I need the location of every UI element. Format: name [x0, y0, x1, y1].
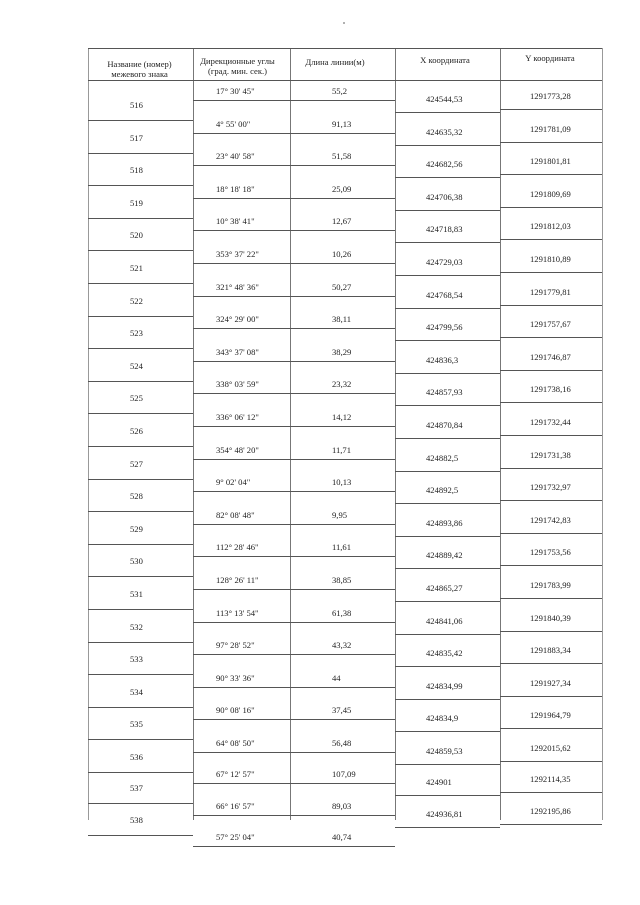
- table-column-border: [500, 48, 501, 820]
- point-y-rule: [500, 239, 602, 240]
- point-x-rule: [395, 275, 500, 276]
- point-y-coordinate: 1291801,81: [530, 156, 571, 167]
- point-name-rule: [88, 642, 193, 643]
- point-x-rule: [395, 536, 500, 537]
- point-y-rule: [500, 565, 602, 566]
- segment-angle: 67° 12' 57": [216, 769, 255, 780]
- segment-length: 55,2: [332, 86, 348, 96]
- point-name-rule: [88, 576, 193, 577]
- point-x-coordinate: 424882,5: [426, 452, 459, 463]
- point-x-coordinate: 424870,84: [426, 420, 463, 430]
- point-y-coordinate: 1291810,89: [530, 254, 571, 264]
- point-name: 538: [130, 814, 143, 825]
- segment-rule: [193, 100, 395, 101]
- point-y-rule: [500, 337, 602, 338]
- segment-angle: 10° 38' 41": [216, 216, 255, 227]
- point-y-coordinate: 1292114,35: [530, 774, 571, 785]
- segment-angle: 64° 08' 50": [216, 738, 255, 748]
- segment-rule: [193, 393, 395, 394]
- point-x-rule: [395, 405, 500, 406]
- point-x-rule: [395, 210, 500, 211]
- segment-angle: 9° 02' 04": [216, 477, 251, 488]
- segment-angle: 23° 40' 58": [216, 151, 255, 162]
- header-point-name: Название (номер) межевого знака: [107, 59, 172, 79]
- point-name: 534: [130, 686, 143, 697]
- point-y-coordinate: 1291732,44: [530, 417, 571, 427]
- scan-speck: [343, 22, 345, 24]
- segment-rule: [193, 198, 395, 199]
- header-x-coordinate: X координата: [420, 55, 470, 65]
- point-name-rule: [88, 772, 193, 773]
- point-name-rule: [88, 348, 193, 349]
- point-y-coordinate: 1291746,87: [530, 351, 571, 362]
- point-x-coordinate: 424729,03: [426, 257, 463, 267]
- segment-rule: [193, 165, 395, 166]
- point-name-rule: [88, 185, 193, 186]
- point-y-rule: [500, 174, 602, 175]
- point-y-coordinate: 1291732,97: [530, 482, 571, 493]
- header-y-coordinate: Y координата: [525, 53, 575, 63]
- segment-length: 89,03: [332, 800, 352, 811]
- point-x-rule: [395, 568, 500, 569]
- point-name-rule: [88, 120, 193, 121]
- point-y-rule: [500, 402, 602, 403]
- point-name: 525: [130, 393, 143, 404]
- segment-rule: [193, 815, 395, 816]
- point-name: 524: [130, 360, 143, 371]
- point-x-rule: [395, 827, 500, 828]
- point-name-rule: [88, 413, 193, 414]
- segment-rule: [193, 459, 395, 460]
- segment-rule: [193, 328, 395, 329]
- segment-length: 38,11: [332, 314, 352, 325]
- point-x-coordinate: 424718,83: [426, 224, 463, 235]
- segment-rule: [193, 622, 395, 623]
- point-y-coordinate: 1291840,39: [530, 612, 571, 623]
- point-x-rule: [395, 340, 500, 341]
- point-x-coordinate: 424859,53: [426, 746, 463, 756]
- point-name-rule: [88, 835, 193, 836]
- point-y-coordinate: 1292195,86: [530, 805, 571, 816]
- point-y-rule: [500, 370, 602, 371]
- table-column-border: [602, 48, 603, 820]
- point-x-coordinate: 424841,06: [426, 615, 463, 626]
- point-name-rule: [88, 250, 193, 251]
- point-y-coordinate: 1291812,03: [530, 221, 571, 232]
- segment-length: 9,95: [332, 509, 348, 520]
- point-name: 535: [130, 719, 143, 730]
- point-x-coordinate: 424936,81: [426, 808, 463, 819]
- segment-rule: [193, 556, 395, 557]
- point-x-coordinate: 424834,9: [426, 713, 459, 724]
- point-x-rule: [395, 373, 500, 374]
- point-name: 521: [130, 263, 143, 273]
- segment-length: 56,48: [332, 738, 352, 748]
- segment-length: 23,32: [332, 379, 352, 390]
- point-y-rule: [500, 272, 602, 273]
- point-x-rule: [395, 666, 500, 667]
- segment-length: 40,74: [332, 832, 352, 843]
- point-name: 522: [130, 295, 143, 306]
- point-name: 532: [130, 621, 143, 632]
- segment-rule: [193, 752, 395, 753]
- segment-length: 107,09: [332, 769, 356, 780]
- point-name: 527: [130, 458, 143, 469]
- point-name: 530: [130, 556, 143, 567]
- point-x-rule: [395, 503, 500, 504]
- point-x-coordinate: 424544,53: [426, 94, 463, 104]
- point-x-rule: [395, 242, 500, 243]
- point-y-rule: [500, 761, 602, 762]
- segment-angle: 97° 28' 52": [216, 640, 255, 651]
- point-name-rule: [88, 218, 193, 219]
- table-column-border: [395, 48, 396, 820]
- segment-angle: 112° 28' 46": [216, 542, 259, 553]
- segment-length: 37,45: [332, 705, 352, 716]
- segment-angle: 321° 48' 36": [216, 281, 259, 292]
- point-x-coordinate: 424892,5: [426, 485, 459, 496]
- point-y-rule: [500, 142, 602, 143]
- segment-rule: [193, 361, 395, 362]
- point-x-rule: [395, 764, 500, 765]
- point-x-rule: [395, 177, 500, 178]
- point-x-coordinate: 424889,42: [426, 550, 463, 561]
- segment-rule: [193, 263, 395, 264]
- segment-angle: 18° 18' 18": [216, 183, 255, 194]
- point-name-rule: [88, 153, 193, 154]
- segment-angle: 113° 13' 54": [216, 607, 259, 618]
- header-line-length: Длина линии(м): [305, 57, 365, 67]
- segment-length: 25,09: [332, 183, 352, 194]
- point-x-coordinate: 424865,27: [426, 583, 463, 593]
- table-column-border: [290, 48, 291, 820]
- point-y-rule: [500, 305, 602, 306]
- point-x-coordinate: 424799,56: [426, 322, 463, 333]
- segment-rule: [193, 524, 395, 525]
- table-column-border: [88, 48, 89, 820]
- segment-angle: 57° 25' 04": [216, 832, 255, 843]
- point-y-coordinate: 1292015,62: [530, 743, 571, 753]
- point-x-coordinate: 424901: [426, 777, 452, 788]
- point-y-coordinate: 1291742,83: [530, 514, 571, 525]
- segment-rule: [193, 426, 395, 427]
- point-name: 523: [130, 328, 143, 339]
- segment-rule: [193, 133, 395, 134]
- table-header-rule: [88, 80, 602, 81]
- point-y-rule: [500, 696, 602, 697]
- point-name: 533: [130, 654, 143, 665]
- segment-length: 38,85: [332, 575, 352, 585]
- point-x-rule: [395, 699, 500, 700]
- point-name-rule: [88, 707, 193, 708]
- point-x-rule: [395, 731, 500, 732]
- segment-rule: [193, 491, 395, 492]
- header-direction-angle: Дирекционные углы (град. мин. сек.): [200, 56, 275, 76]
- point-x-rule: [395, 308, 500, 309]
- point-name-rule: [88, 739, 193, 740]
- segment-angle: 336° 06' 12": [216, 412, 259, 422]
- point-y-coordinate: 1291927,34: [530, 677, 571, 688]
- segment-length: 10,13: [332, 477, 352, 488]
- segment-length: 50,27: [332, 281, 352, 292]
- point-y-coordinate: 1291783,99: [530, 580, 571, 590]
- point-x-coordinate: 424682,56: [426, 159, 463, 170]
- point-name-rule: [88, 479, 193, 480]
- segment-rule: [193, 230, 395, 231]
- segment-rule: [193, 589, 395, 590]
- segment-angle: 90° 08' 16": [216, 705, 255, 716]
- segment-angle: 66° 16' 57": [216, 800, 255, 811]
- segment-angle: 128° 26' 11": [216, 575, 259, 585]
- point-x-coordinate: 424635,32: [426, 126, 463, 137]
- segment-angle: 4° 55' 00": [216, 118, 251, 129]
- point-x-coordinate: 424836,3: [426, 354, 459, 365]
- point-name: 516: [130, 100, 143, 110]
- point-name: 531: [130, 589, 143, 599]
- point-x-rule: [395, 145, 500, 146]
- point-y-coordinate: 1291753,56: [530, 547, 571, 558]
- point-y-rule: [500, 533, 602, 534]
- segment-length: 38,29: [332, 346, 352, 357]
- segment-angle: 82° 08' 48": [216, 509, 255, 520]
- point-y-rule: [500, 435, 602, 436]
- point-name: 529: [130, 523, 143, 534]
- segment-angle: 17° 30' 45": [216, 86, 255, 96]
- table-column-border: [193, 48, 194, 820]
- point-name: 537: [130, 783, 143, 794]
- segment-length: 91,13: [332, 118, 352, 129]
- point-y-coordinate: 1291781,09: [530, 123, 571, 134]
- point-y-coordinate: 1291964,79: [530, 710, 571, 721]
- point-y-rule: [500, 631, 602, 632]
- point-name-rule: [88, 283, 193, 284]
- segment-rule: [193, 846, 395, 847]
- point-y-rule: [500, 792, 602, 793]
- point-name-rule: [88, 446, 193, 447]
- point-y-rule: [500, 109, 602, 110]
- segment-angle: 353° 37' 22": [216, 249, 259, 259]
- point-x-coordinate: 424768,54: [426, 289, 463, 300]
- segment-angle: 338° 03' 59": [216, 379, 259, 390]
- segment-angle: 343° 37' 08": [216, 346, 259, 357]
- point-name: 520: [130, 230, 143, 241]
- point-name-rule: [88, 511, 193, 512]
- segment-length: 11,71: [332, 444, 352, 455]
- point-x-rule: [395, 471, 500, 472]
- point-name: 536: [130, 752, 143, 762]
- point-y-rule: [500, 500, 602, 501]
- point-y-rule: [500, 663, 602, 664]
- point-x-coordinate: 424857,93: [426, 387, 463, 398]
- segment-length: 12,67: [332, 216, 352, 227]
- point-x-coordinate: 424706,38: [426, 191, 463, 202]
- segment-angle: 354° 48' 20": [216, 444, 259, 455]
- point-y-coordinate: 1291883,34: [530, 645, 571, 656]
- segment-length: 11,61: [332, 542, 352, 553]
- point-name-rule: [88, 544, 193, 545]
- segment-length: 51,58: [332, 151, 352, 162]
- point-name-rule: [88, 381, 193, 382]
- point-x-rule: [395, 795, 500, 796]
- point-name-rule: [88, 803, 193, 804]
- point-x-coordinate: 424834,99: [426, 680, 463, 691]
- point-name: 528: [130, 491, 143, 502]
- segment-rule: [193, 687, 395, 688]
- point-y-coordinate: 1291757,67: [530, 319, 571, 330]
- segment-rule: [193, 719, 395, 720]
- point-y-rule: [500, 824, 602, 825]
- point-x-rule: [395, 438, 500, 439]
- segment-angle: 90° 33' 36": [216, 672, 255, 683]
- point-name: 518: [130, 165, 143, 176]
- point-name-rule: [88, 609, 193, 610]
- point-y-rule: [500, 598, 602, 599]
- point-y-rule: [500, 207, 602, 208]
- segment-rule: [193, 296, 395, 297]
- point-y-rule: [500, 728, 602, 729]
- point-x-rule: [395, 601, 500, 602]
- point-y-coordinate: 1291779,81: [530, 286, 571, 297]
- segment-length: 61,38: [332, 607, 352, 618]
- point-name: 517: [130, 132, 143, 143]
- point-y-rule: [500, 468, 602, 469]
- segment-length: 10,26: [332, 249, 352, 259]
- point-y-coordinate: 1291809,69: [530, 188, 571, 199]
- point-y-coordinate: 1291738,16: [530, 384, 571, 395]
- segment-rule: [193, 783, 395, 784]
- point-x-rule: [395, 112, 500, 113]
- segment-angle: 324° 29' 00": [216, 314, 259, 325]
- table-top-border: [88, 48, 602, 49]
- point-x-coordinate: 424893,86: [426, 517, 463, 528]
- point-x-coordinate: 424835,42: [426, 648, 463, 659]
- point-y-coordinate: 1291731,38: [530, 449, 571, 460]
- segment-length: 43,32: [332, 640, 352, 651]
- point-name-rule: [88, 674, 193, 675]
- point-name: 519: [130, 197, 143, 208]
- segment-rule: [193, 654, 395, 655]
- point-name: 526: [130, 426, 143, 436]
- segment-length: 14,12: [332, 412, 352, 422]
- segment-length: 44: [332, 672, 341, 683]
- point-x-rule: [395, 634, 500, 635]
- point-y-coordinate: 1291773,28: [530, 91, 571, 101]
- point-name-rule: [88, 316, 193, 317]
